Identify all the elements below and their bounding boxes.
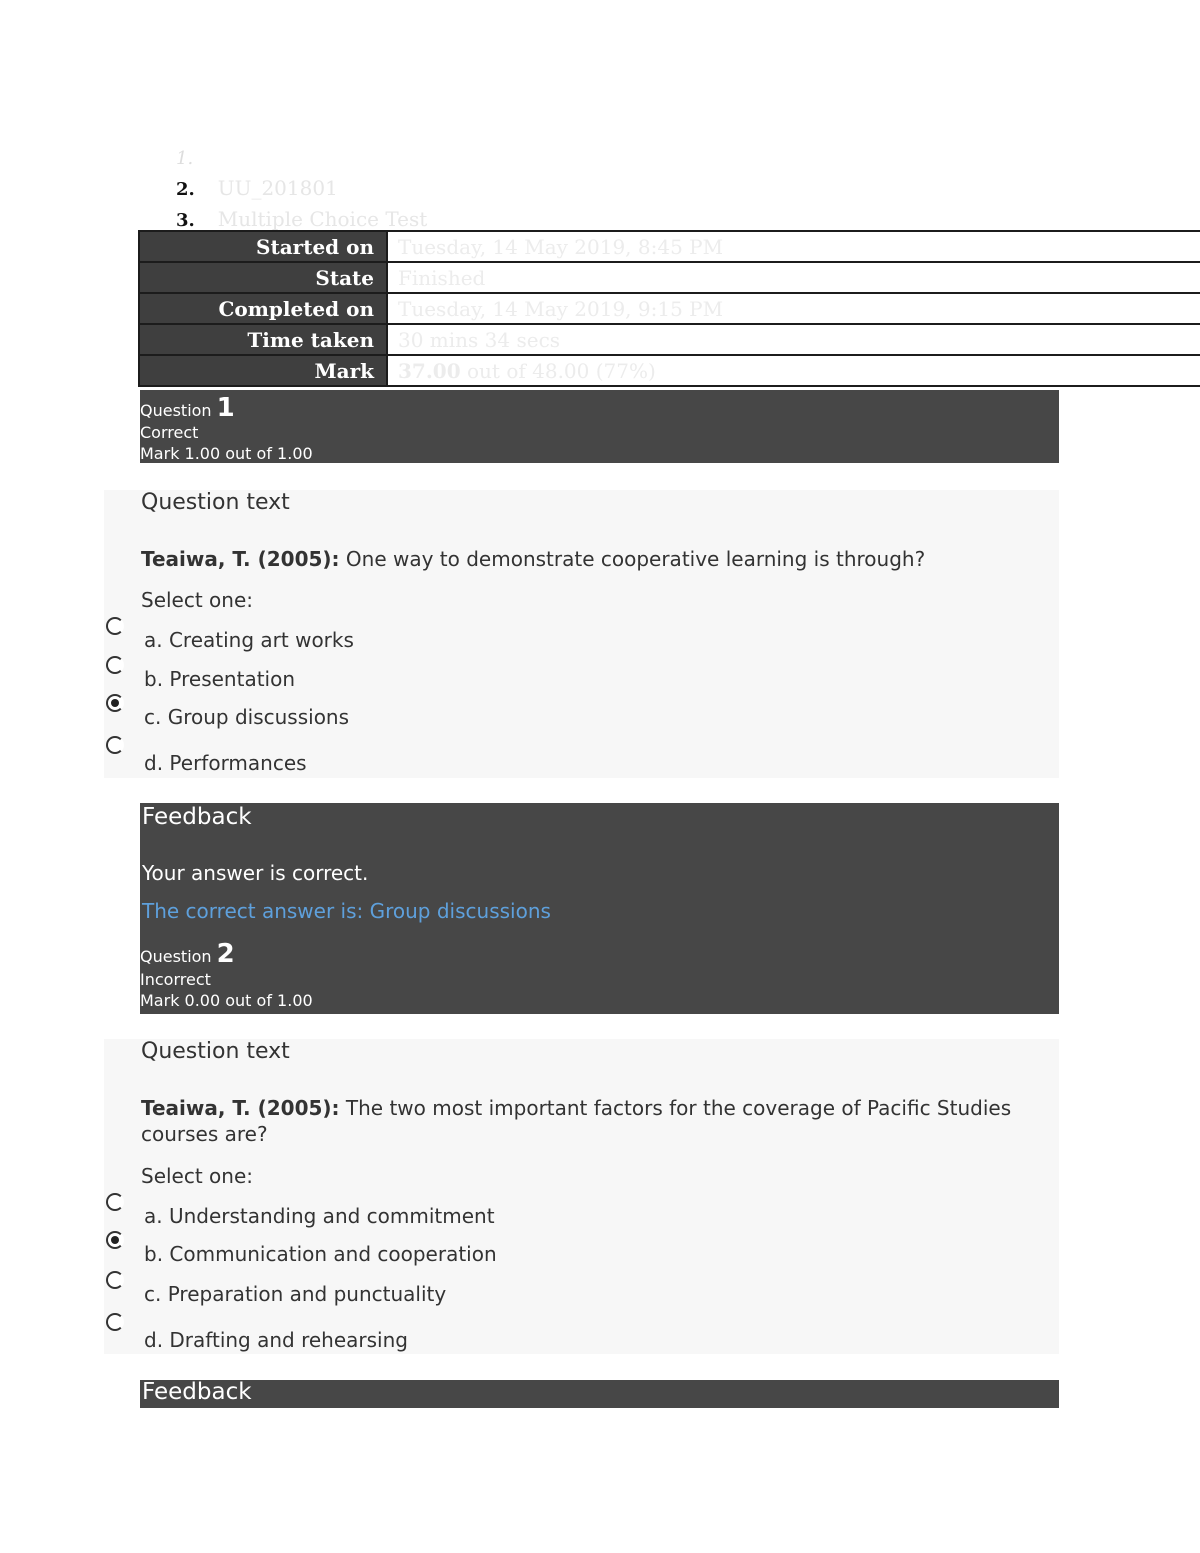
summary-label: Started on: [139, 231, 387, 262]
answer-option-b[interactable]: [104, 1242, 1004, 1272]
summary-label: Mark: [139, 355, 387, 386]
mark-score: 37.00: [398, 358, 461, 383]
select-one-prompt: Select one:: [141, 1164, 254, 1188]
answer-option-a[interactable]: [104, 1204, 1004, 1234]
correct-answer-text: The correct answer is: Group discussions: [142, 899, 551, 923]
radio-button[interactable]: [106, 736, 124, 754]
attempt-summary-table: [138, 230, 1200, 387]
radio-button-selected[interactable]: [106, 1231, 124, 1249]
answer-label: b. Communication and cooperation: [144, 1242, 497, 1266]
question-info-1: [140, 390, 1059, 463]
breadcrumb: [176, 142, 427, 235]
answer-option-d[interactable]: [104, 751, 1004, 781]
question-text-heading: Question text: [141, 1039, 290, 1064]
answer-label: d. Drafting and rehearsing: [144, 1328, 408, 1352]
feedback-text: Your answer is correct.: [142, 861, 369, 885]
radio-button[interactable]: [106, 617, 124, 635]
answer-option-b[interactable]: [104, 667, 1004, 697]
summary-value: 30 mins 34 secs: [398, 327, 561, 352]
answer-label: b. Presentation: [144, 667, 296, 691]
summary-row-mark: [139, 355, 1200, 386]
answer-label: d. Performances: [144, 751, 307, 775]
answer-label: c. Group discussions: [144, 705, 350, 729]
answer-option-c[interactable]: [104, 705, 1004, 735]
question-text: [141, 1095, 1021, 1147]
feedback-block-1: [140, 803, 1059, 933]
question-content-1: [104, 490, 1059, 778]
question-body: One way to demonstrate cooperative learning is through?: [345, 547, 926, 571]
breadcrumb-number: 2.: [176, 179, 195, 200]
answer-option-a[interactable]: [104, 628, 1004, 658]
answer-label: a. Creating art works: [144, 628, 354, 652]
radio-button[interactable]: [106, 1271, 124, 1289]
question-body: The two most important factors for the coverage of Pacific Studies courses are?: [141, 1096, 1012, 1146]
radio-button[interactable]: [106, 656, 124, 674]
breadcrumb-item-2: [176, 173, 427, 204]
answer-option-c[interactable]: [104, 1282, 1004, 1312]
feedback-block-2: [140, 1380, 1059, 1408]
question-number: 1: [216, 393, 235, 423]
radio-button-selected[interactable]: [106, 694, 124, 712]
question-text-heading: Question text: [141, 490, 290, 515]
question-content-2: [104, 1039, 1059, 1354]
summary-label: State: [139, 262, 387, 293]
question-text: [141, 546, 1021, 572]
breadcrumb-number: 1.: [176, 148, 194, 169]
radio-button[interactable]: [106, 1313, 124, 1331]
select-one-prompt: Select one:: [141, 588, 254, 612]
question-state: Correct: [140, 423, 199, 442]
mark-out-of: out of 48.00 (77%): [467, 358, 656, 383]
question-state: Incorrect: [140, 970, 211, 989]
radio-button[interactable]: [106, 1193, 124, 1211]
summary-value: Tuesday, 14 May 2019, 8:45 PM: [398, 234, 724, 259]
summary-label: Completed on: [139, 293, 387, 324]
answer-option-d[interactable]: [104, 1328, 1004, 1358]
question-number: 2: [216, 939, 235, 969]
question-label: Question: [140, 401, 212, 420]
answer-label: a. Understanding and commitment: [144, 1204, 495, 1228]
question-label: Question: [140, 947, 212, 966]
summary-label: Time taken: [139, 324, 387, 355]
answer-label: c. Preparation and punctuality: [144, 1282, 447, 1306]
feedback-heading: Feedback: [142, 804, 252, 830]
summary-value: Finished: [398, 265, 486, 290]
breadcrumb-link-course[interactable]: UU_201801: [217, 176, 338, 200]
question-info-2: [140, 933, 1059, 1014]
summary-row-completed: [139, 293, 1200, 324]
summary-value: [388, 359, 656, 383]
question-citation: Teaiwa, T. (2005):: [141, 547, 340, 571]
summary-value: Tuesday, 14 May 2019, 9:15 PM: [398, 296, 724, 321]
summary-row-started: [139, 231, 1200, 262]
question-mark: Mark 0.00 out of 1.00: [140, 991, 313, 1010]
breadcrumb-link-quiz[interactable]: Multiple Choice Test: [217, 207, 428, 231]
summary-row-time-taken: [139, 324, 1200, 355]
breadcrumb-item-1: [176, 142, 427, 173]
breadcrumb-number: 3.: [176, 210, 195, 231]
question-citation: Teaiwa, T. (2005):: [141, 1096, 340, 1120]
question-mark: Mark 1.00 out of 1.00: [140, 444, 313, 463]
feedback-heading: Feedback: [142, 1379, 252, 1405]
summary-row-state: [139, 262, 1200, 293]
